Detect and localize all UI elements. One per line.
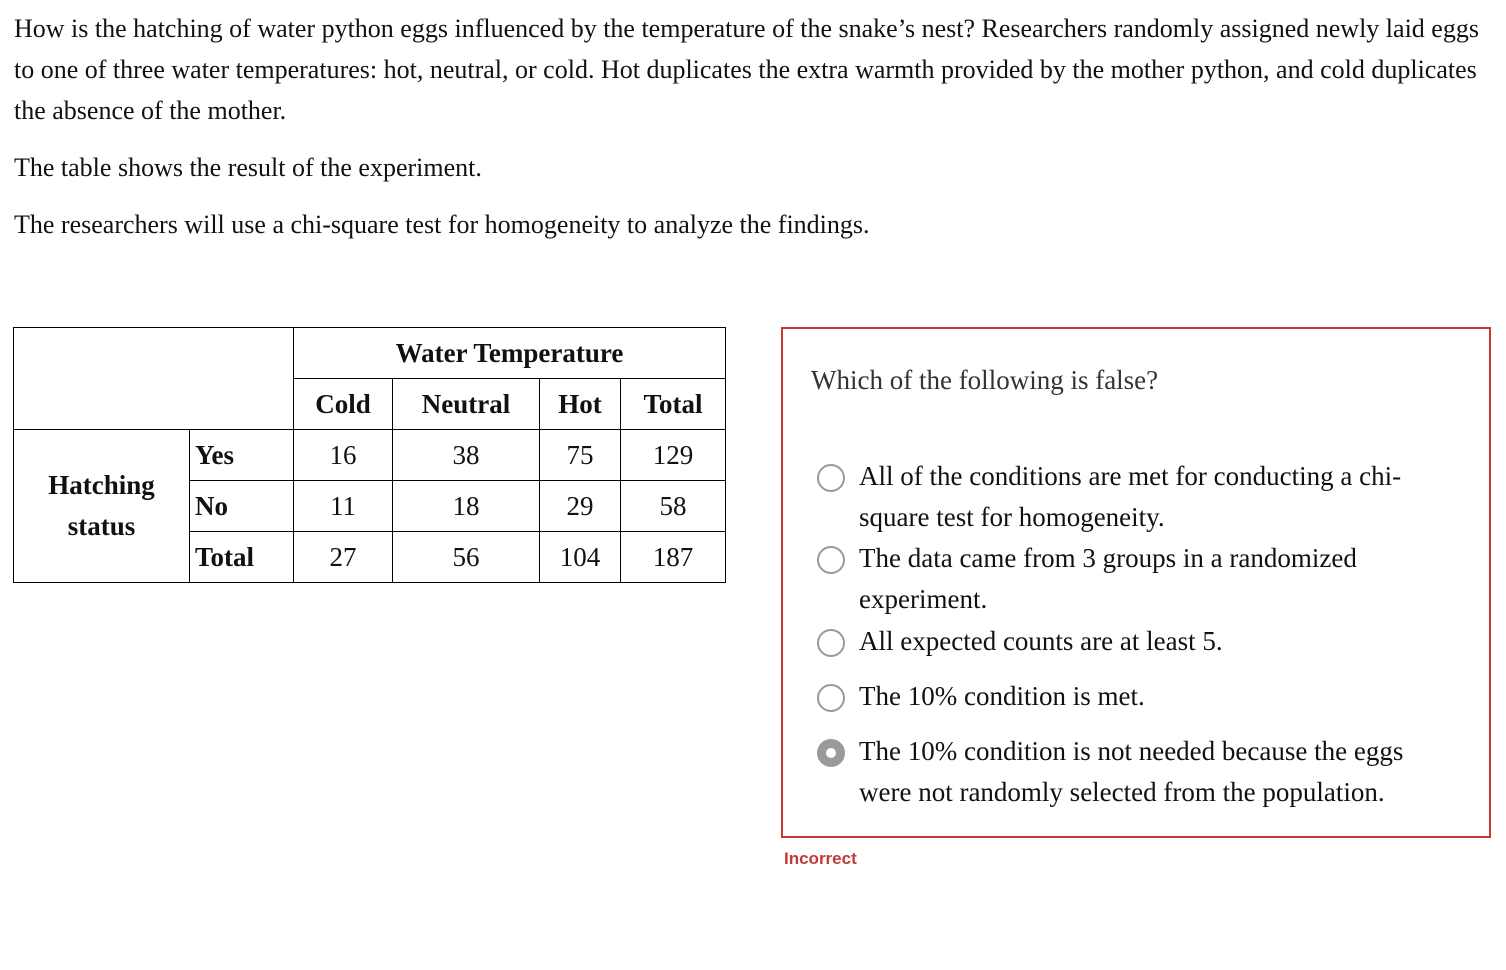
cell: 75 — [540, 430, 621, 481]
row-label-no: No — [190, 481, 294, 532]
stub-line-2: status — [67, 511, 136, 541]
option-label: All expected counts are at least 5. — [859, 626, 1223, 656]
feedback-incorrect: Incorrect — [784, 849, 857, 868]
answer-option-2[interactable] — [817, 538, 1417, 620]
row-label-total: Total — [190, 532, 294, 583]
radio-button-icon[interactable] — [817, 684, 845, 712]
radio-button-icon[interactable] — [817, 546, 845, 574]
question-prompt: Which of the following is false? — [811, 365, 1159, 395]
intro-paragraph-2: The table shows the result of the experiment. — [14, 153, 482, 182]
cell: 27 — [294, 532, 393, 583]
table-super-header: Water Temperature — [294, 328, 726, 379]
option-label: The data came from 3 groups in a randomized experiment. — [859, 543, 1357, 614]
cell: 104 — [540, 532, 621, 583]
intro-paragraph-3: The researchers will use a chi-square test for homogeneity to analyze the findings. — [14, 210, 870, 239]
col-header-cold: Cold — [294, 379, 393, 430]
col-header-hot: Hot — [540, 379, 621, 430]
option-label: The 10% condition is met. — [859, 681, 1145, 711]
hatching-table — [13, 327, 726, 583]
col-header-total: Total — [621, 379, 726, 430]
option-label: The 10% condition is not needed because the eggs were not randomly selected from the population. — [859, 736, 1404, 807]
answer-box — [781, 327, 1491, 838]
cell: 187 — [621, 532, 726, 583]
answer-option-3[interactable] — [817, 621, 1417, 662]
cell: 16 — [294, 430, 393, 481]
cell: 129 — [621, 430, 726, 481]
cell: 38 — [393, 430, 540, 481]
stub-line-1: Hatching — [48, 470, 155, 500]
cell: 11 — [294, 481, 393, 532]
cell: 58 — [621, 481, 726, 532]
answer-option-1[interactable] — [817, 456, 1417, 538]
question-stem — [14, 8, 1498, 245]
row-label-yes: Yes — [190, 430, 294, 481]
answer-option-5[interactable] — [817, 731, 1417, 813]
radio-button-icon[interactable] — [817, 464, 845, 492]
option-label: All of the conditions are met for conducting a chi-square test for homogeneity. — [859, 461, 1402, 532]
intro-paragraph-1: How is the hatching of water python eggs influenced by the temperature of the snake’s nest? Researchers randomly assigned newly laid eggs to one of three water temperatures: hot, neutral, or cold. Hot duplicates the extra warmth provided by the mother python, and cold duplicates the absence of the mother. — [14, 14, 1479, 125]
cell: 18 — [393, 481, 540, 532]
radio-button-selected-icon[interactable] — [817, 739, 845, 767]
col-header-neutral: Neutral — [393, 379, 540, 430]
cell: 29 — [540, 481, 621, 532]
row-group-header — [14, 430, 190, 583]
cell: 56 — [393, 532, 540, 583]
answer-option-4[interactable] — [817, 676, 1417, 717]
table-row — [14, 430, 726, 481]
radio-button-icon[interactable] — [817, 629, 845, 657]
table-corner — [14, 328, 294, 430]
